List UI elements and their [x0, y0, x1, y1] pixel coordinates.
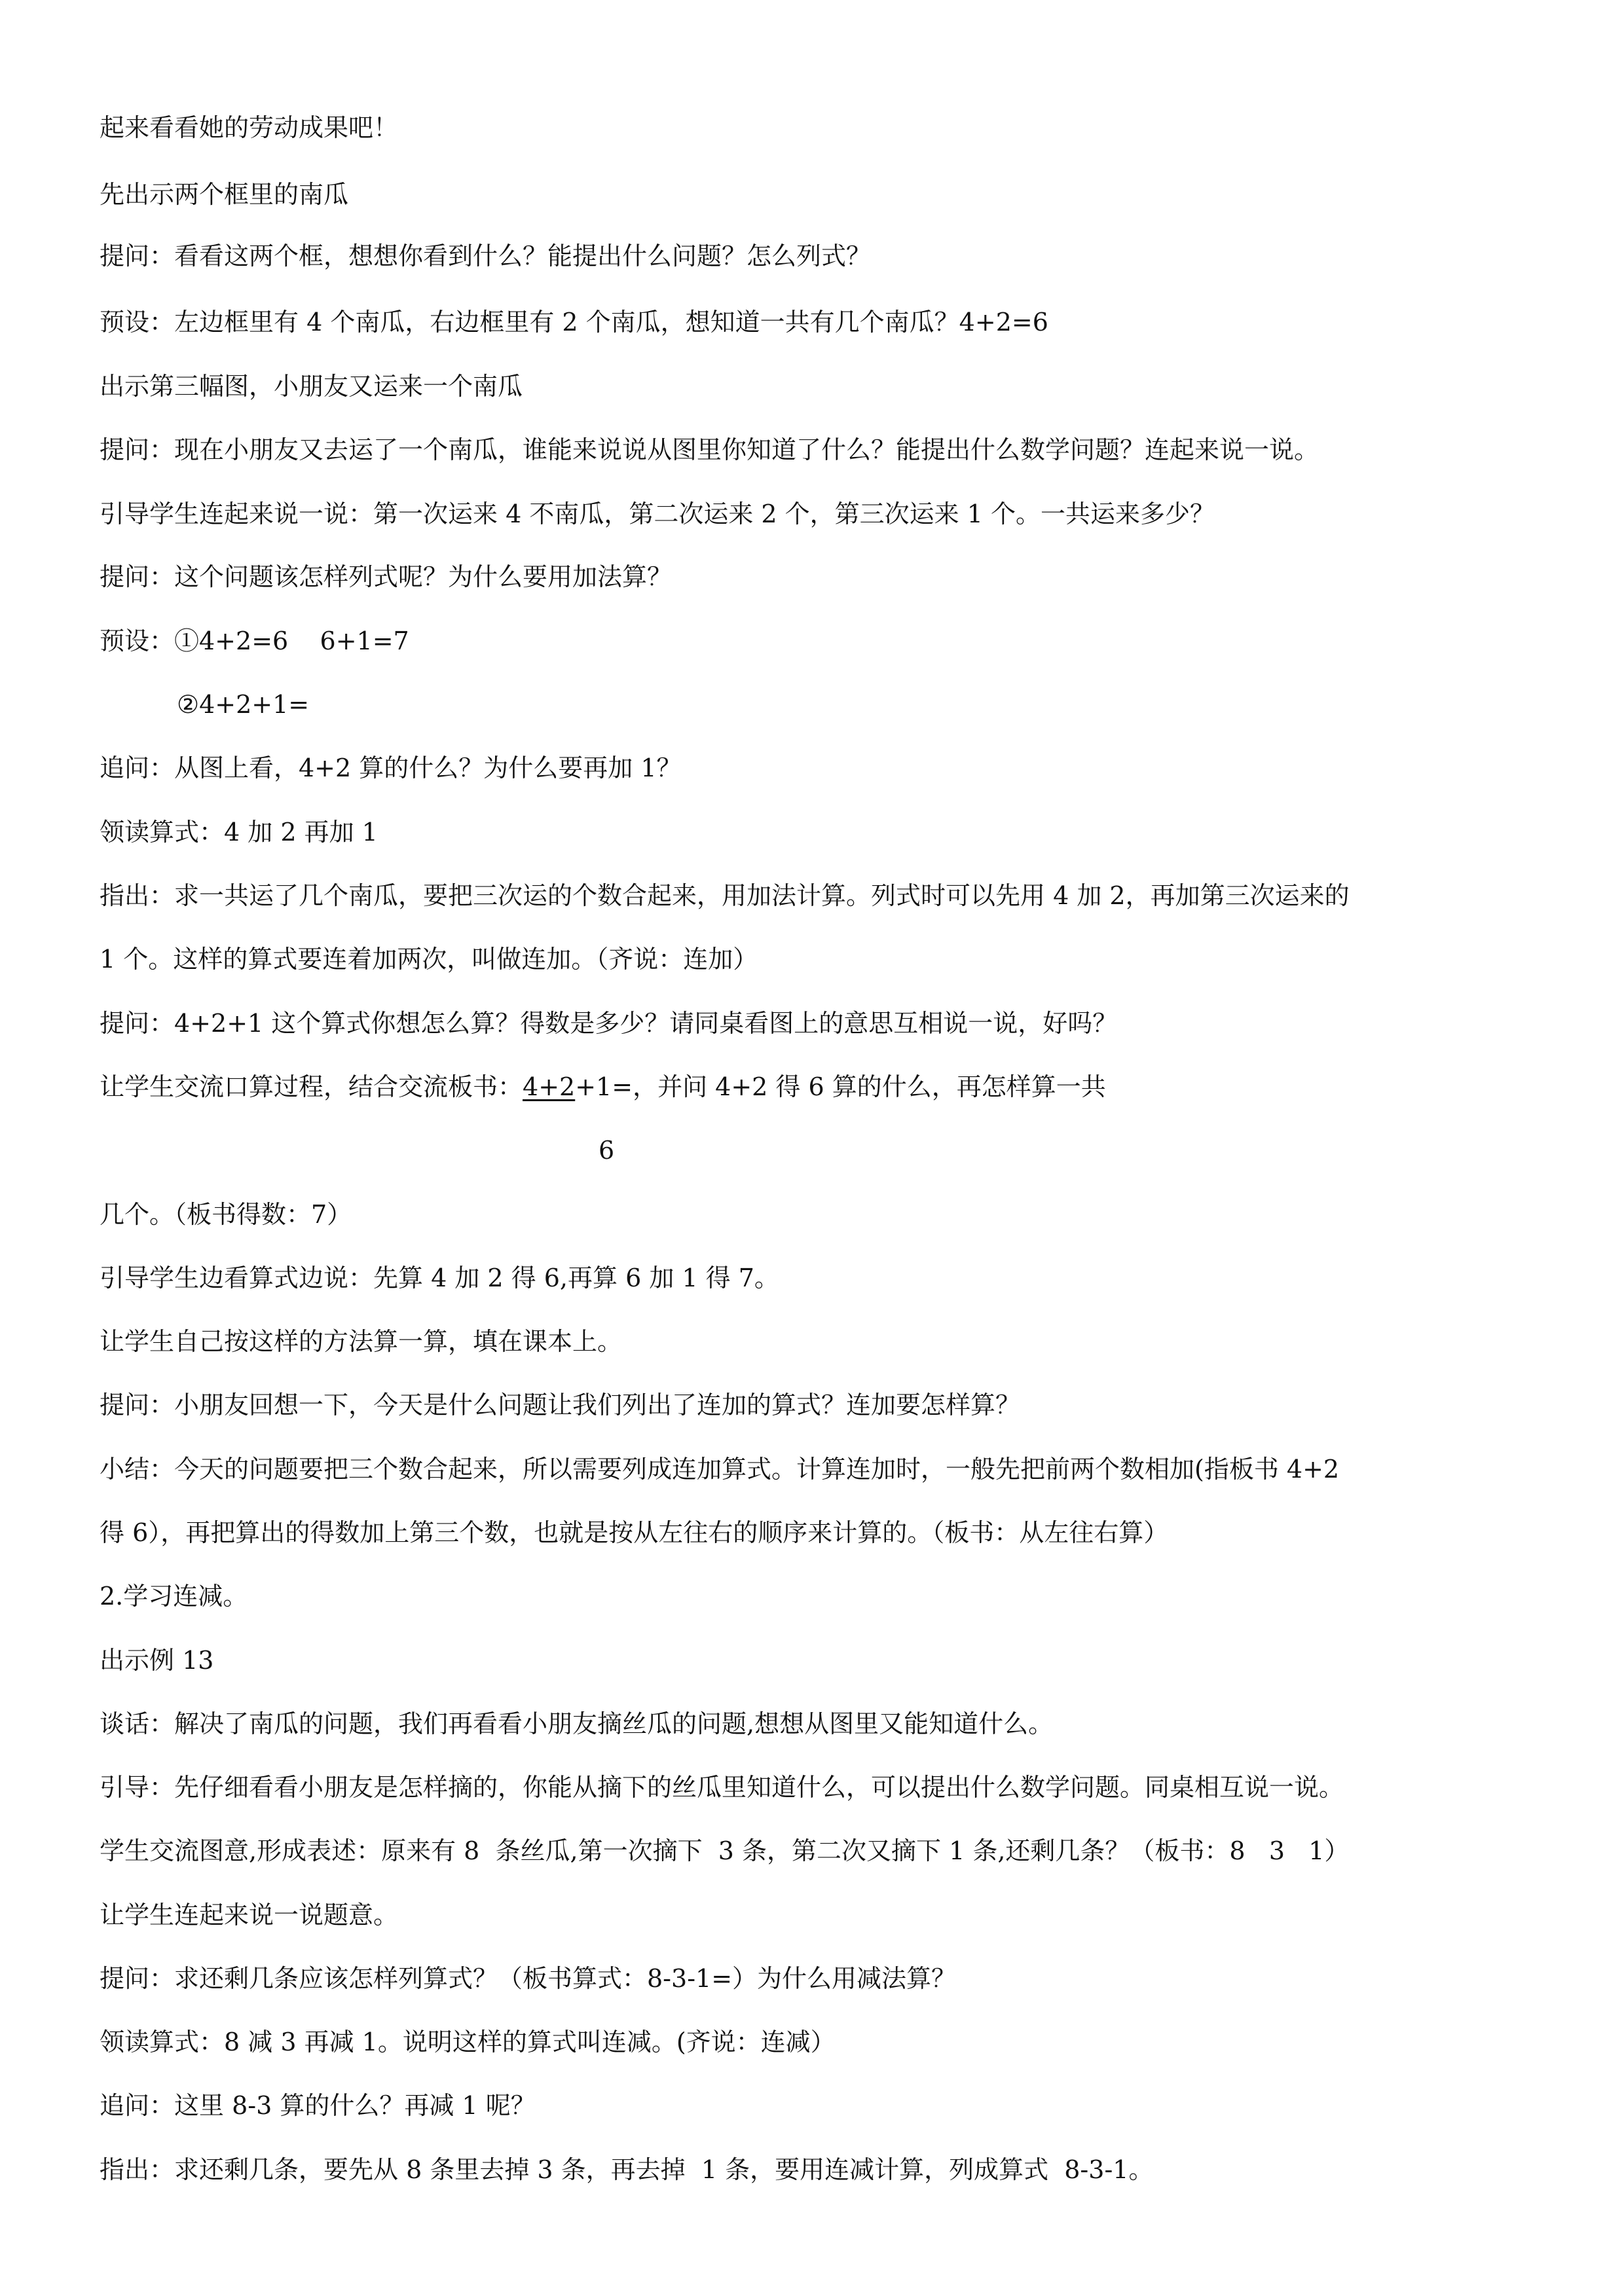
- paragraph: 追问：从图上看，4+2 算的什么？为什么要再加 1？: [100, 754, 682, 782]
- paragraph: 预设：左边框里有 4 个南瓜，右边框里有 2 个南瓜，想知道一共有几个南瓜？4+2=6: [100, 308, 1048, 337]
- paragraph: 让学生自己按这样的方法算一算，填在课本上。: [100, 1327, 623, 1356]
- paragraph: 指出：求还剩几条，要先从 8 条里去掉 3 条，再去掉 1 条，要用连减计算，列成算式 8-3-1。: [100, 2155, 1154, 2184]
- paragraph: 引导：先仔细看看小朋友是怎样摘的，你能从摘下的丝瓜里知道什么，可以提出什么数学问题。同桌相互说一说。: [100, 1773, 1344, 1802]
- intermediate-result: 6: [599, 1136, 615, 1165]
- paragraph: 得 6），再把算出的得数加上第三个数，也就是按从左往右的顺序来计算的。（板书：从左往右算）: [100, 1518, 1169, 1547]
- paragraph: [100, 1071, 1106, 1102]
- paragraph: 提问：小朋友回想一下，今天是什么问题让我们列出了连加的算式？连加要怎样算？: [100, 1391, 1021, 1419]
- paragraph: 小结：今天的问题要把三个数合起来，所以需要列成连加算式。计算连加时，一般先把前两个数相加(指板书 4+2: [100, 1455, 1340, 1484]
- paragraph: 预设：①4+2=6 6+1=7: [100, 627, 409, 655]
- paragraph: 提问：现在小朋友又去运了一个南瓜，谁能来说说从图里你知道了什么？能提出什么数学问题？连起来说一说。: [100, 435, 1320, 464]
- paragraph: 领读算式：8 减 3 再减 1。说明这样的算式叫连减。(齐说：连减）: [100, 2028, 836, 2056]
- paragraph: 引导学生边看算式边说：先算 4 加 2 得 6,再算 6 加 1 得 7。: [100, 1264, 779, 1292]
- underlined-expression: 4+2: [523, 1072, 576, 1101]
- paragraph: 学生交流图意,形成表述：原来有 8 条丝瓜,第一次摘下 3 条，第二次又摘下 1 条,还剩几条？（板书：8 3 1）: [100, 1836, 1350, 1865]
- paragraph: 先出示两个框里的南瓜: [100, 180, 349, 209]
- paragraph: 提问：看看这两个框，想想你看到什么？能提出什么问题？怎么列式？: [100, 242, 872, 270]
- text-segment: 让学生交流口算过程，结合交流板书：: [100, 1072, 523, 1101]
- paragraph: ②4+2+1=: [177, 690, 310, 719]
- paragraph: 出示例 13: [100, 1646, 214, 1675]
- paragraph: 引导学生连起来说一说：第一次运来 4 不南瓜，第二次运来 2 个，第三次运来 1 个。一共运来多少？: [100, 500, 1215, 528]
- paragraph: 领读算式：4 加 2 再加 1: [100, 818, 378, 847]
- paragraph: 谈话：解决了南瓜的问题，我们再看看小朋友摘丝瓜的问题,想想从图里又能知道什么。: [100, 1709, 1054, 1738]
- paragraph: 提问：这个问题该怎样列式呢？为什么要用加法算？: [100, 562, 673, 591]
- paragraph: 提问：求还剩几条应该怎样列算式？（板书算式：8-3-1=）为什么用减法算？: [100, 1964, 957, 1993]
- paragraph: 起来看看她的劳动成果吧！: [100, 113, 399, 142]
- section-heading: 2.学习连减。: [100, 1582, 248, 1611]
- paragraph: 提问：4+2+1 这个算式你想怎么算？得数是多少？请同桌看图上的意思互相说一说，好吗？: [100, 1009, 1118, 1038]
- paragraph: 让学生连起来说一说题意。: [100, 1901, 399, 1929]
- paragraph: 追问：这里 8-3 算的什么？再减 1 呢？: [100, 2091, 536, 2120]
- text-segment: +1=，并问 4+2 得 6 算的什么，再怎样算一共: [575, 1072, 1106, 1101]
- paragraph: 指出：求一共运了几个南瓜，要把三次运的个数合起来，用加法计算。列式时可以先用 4 加 2，再加第三次运来的: [100, 881, 1350, 910]
- paragraph: 几个。（板书得数：7）: [100, 1200, 352, 1229]
- paragraph: 出示第三幅图，小朋友又运来一个南瓜: [100, 372, 523, 401]
- paragraph: 1 个。这样的算式要连着加两次，叫做连加。（齐说：连加）: [100, 945, 758, 974]
